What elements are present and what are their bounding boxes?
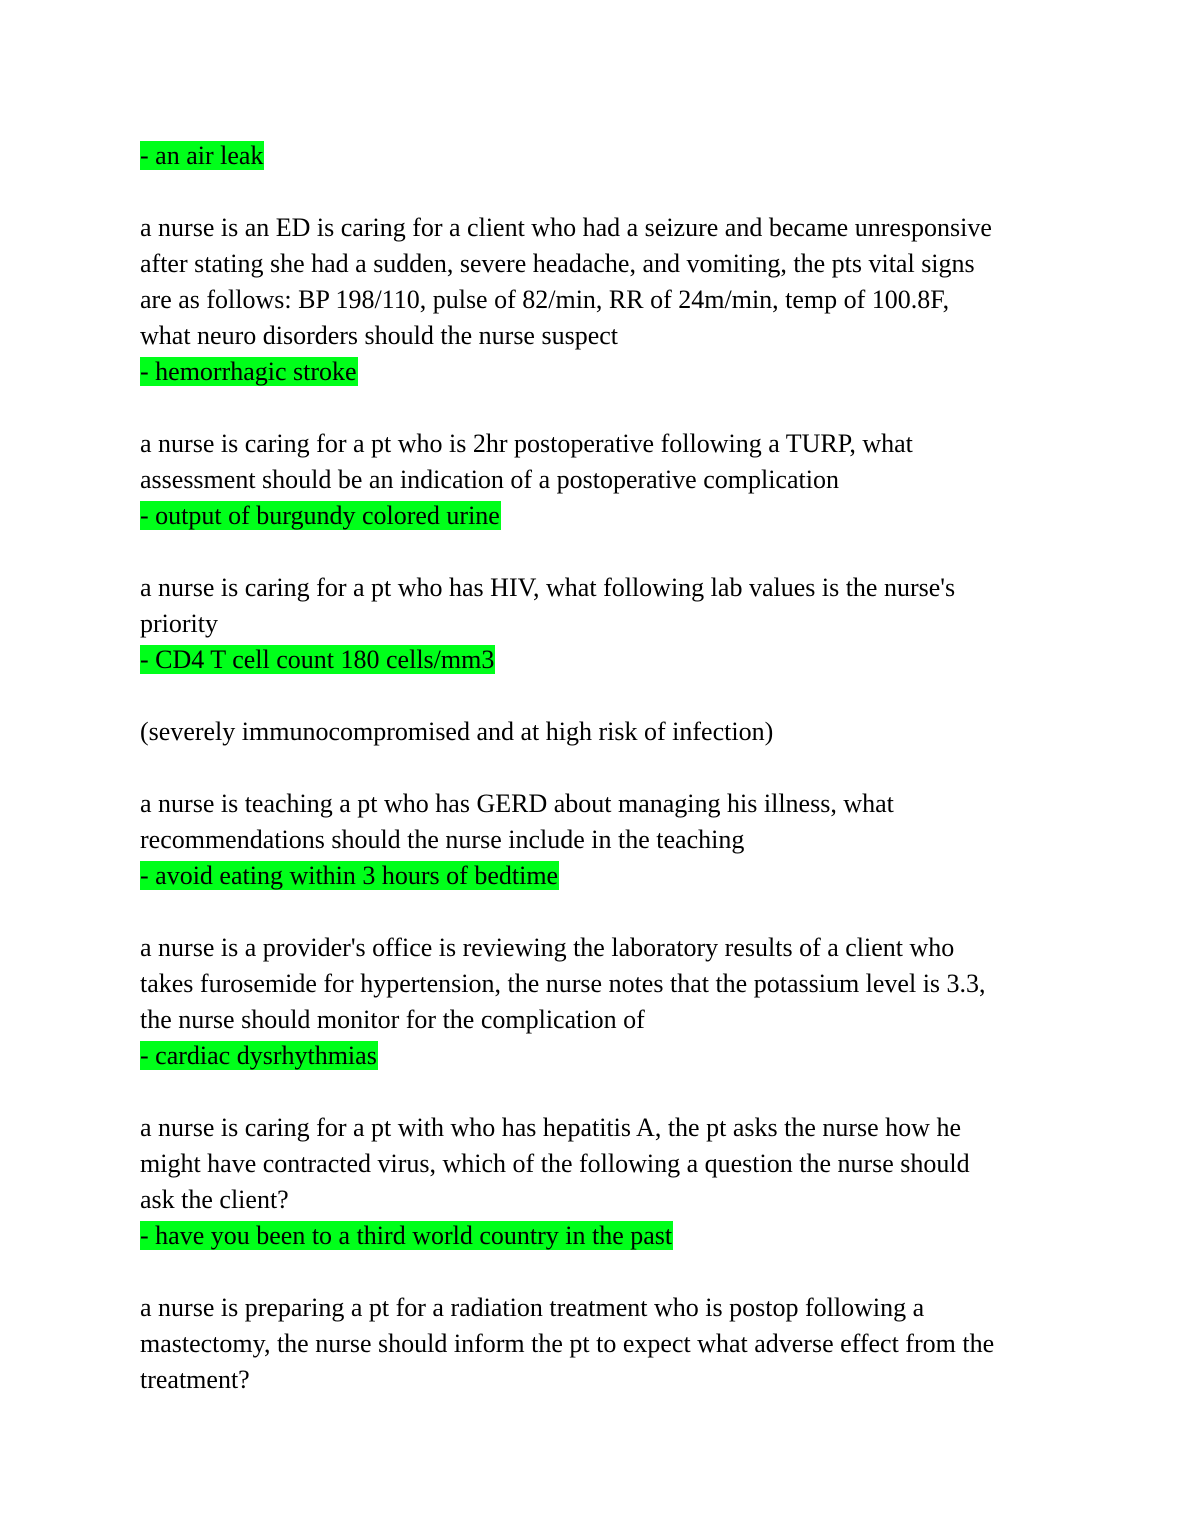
qa-block (140, 138, 1060, 174)
paragraph-gap (140, 1074, 1060, 1110)
paragraph-gap (140, 894, 1060, 930)
note-line: (severely immunocompromised and at high risk of infection) (140, 717, 774, 746)
question-line: mastectomy, the nurse should inform the pt to expect what adverse effect from the (140, 1329, 995, 1358)
question-line: are as follows: BP 198/110, pulse of 82/min, RR of 24m/min, temp of 100.8F, (140, 285, 950, 314)
question-line: a nurse is caring for a pt with who has hepatitis A, the pt asks the nurse how he (140, 1113, 961, 1142)
question-line: a nurse is preparing a pt for a radiation treatment who is postop following a (140, 1293, 925, 1322)
question-line: a nurse is caring for a pt who is 2hr postoperative following a TURP, what (140, 429, 913, 458)
qa-block (140, 1290, 1060, 1398)
highlighted-answer: - cardiac dysrhythmias (140, 1041, 377, 1070)
question-line: a nurse is a provider's office is reviewing the laboratory results of a client who (140, 933, 955, 962)
paragraph-gap (140, 174, 1060, 210)
paragraph-gap (140, 750, 1060, 786)
question-line: recommendations should the nurse include in the teaching (140, 825, 745, 854)
qa-block (140, 786, 1060, 894)
highlighted-answer: - hemorrhagic stroke (140, 357, 357, 386)
qa-block (140, 426, 1060, 534)
document-page (140, 138, 1060, 1398)
question-line: priority (140, 609, 218, 638)
highlighted-answer: - avoid eating within 3 hours of bedtime (140, 861, 559, 890)
highlighted-answer: - CD4 T cell count 180 cells/mm3 (140, 645, 495, 674)
question-line: assessment should be an indication of a postoperative complication (140, 465, 839, 494)
paragraph-gap (140, 1254, 1060, 1290)
highlighted-answer: - have you been to a third world country in the past (140, 1221, 673, 1250)
question-line: a nurse is caring for a pt who has HIV, what following lab values is the nurse's (140, 573, 956, 602)
question-line: a nurse is an ED is caring for a client who had a seizure and became unresponsive (140, 213, 992, 242)
highlighted-answer: - an air leak (140, 141, 264, 170)
question-line: might have contracted virus, which of the following a question the nurse should (140, 1149, 970, 1178)
question-line: a nurse is teaching a pt who has GERD about managing his illness, what (140, 789, 894, 818)
paragraph-gap (140, 390, 1060, 426)
highlighted-answer: - output of burgundy colored urine (140, 501, 500, 530)
question-line: ask the client? (140, 1185, 289, 1214)
note-block (140, 714, 1060, 750)
question-line: takes furosemide for hypertension, the nurse notes that the potassium level is 3.3, (140, 969, 986, 998)
paragraph-gap (140, 534, 1060, 570)
qa-block (140, 210, 1060, 390)
question-line: what neuro disorders should the nurse suspect (140, 321, 619, 350)
question-line: treatment? (140, 1365, 250, 1394)
qa-block (140, 1110, 1060, 1254)
qa-block (140, 930, 1060, 1074)
question-line: the nurse should monitor for the complication of (140, 1005, 645, 1034)
question-line: after stating she had a sudden, severe headache, and vomiting, the pts vital signs (140, 249, 975, 278)
qa-block (140, 570, 1060, 678)
paragraph-gap (140, 678, 1060, 714)
